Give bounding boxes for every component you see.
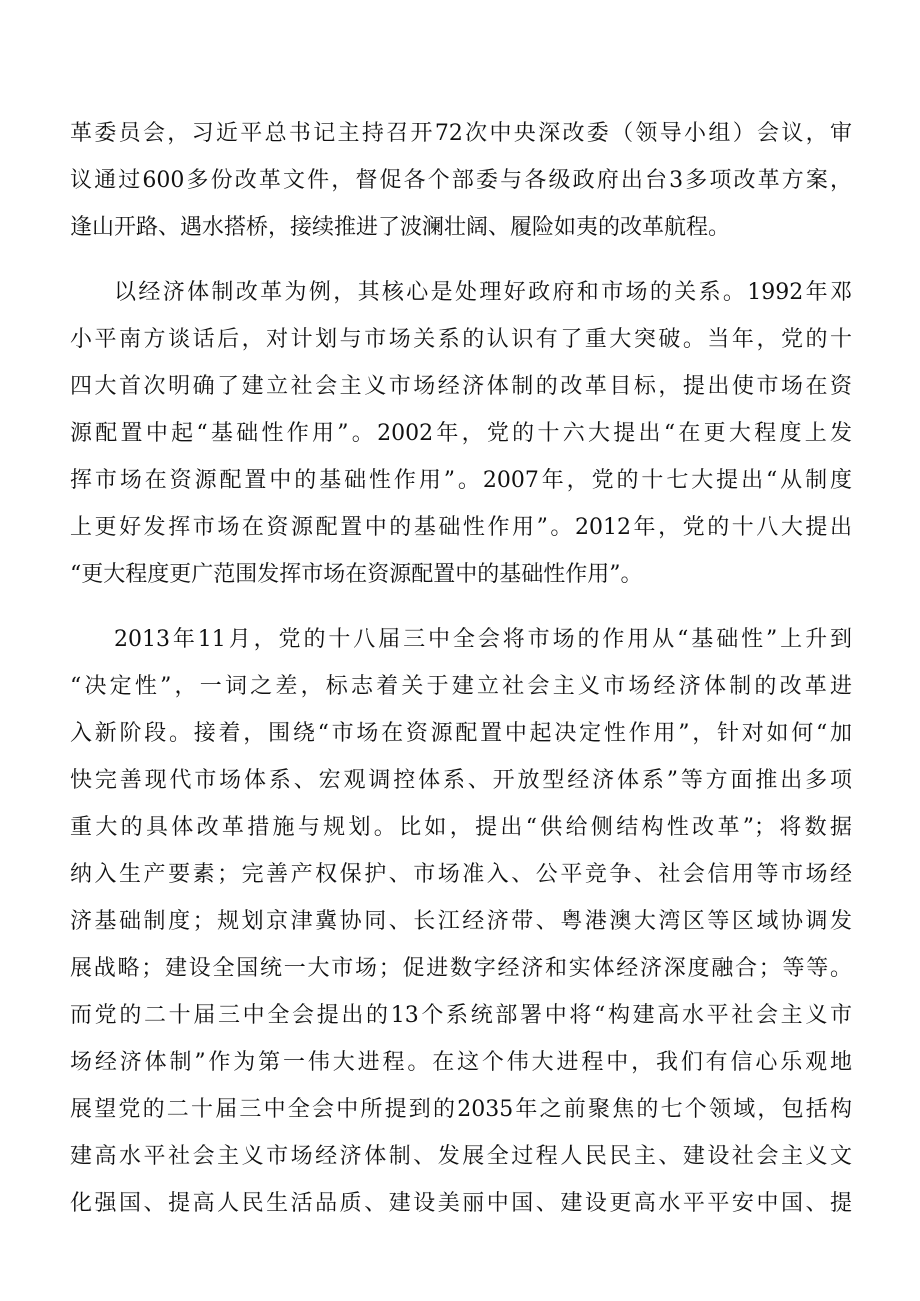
text-line: 议通过600多份改革文件，督促各个部委与各级政府出台3多项改革方案， xyxy=(70,168,852,193)
text-line: 化强国、提高人民生活品质、建设美丽中国、建设更高水平平安中国、提 xyxy=(70,1191,852,1216)
text-line: 重大的具体改革措施与规划。比如，提出“供给侧结构性改革”；将数据 xyxy=(70,815,852,840)
text-line: 源配置中起“基础性作用”。2002年，党的十六大提出“在更大程度上发 xyxy=(70,421,852,446)
text-line: 小平南方谈话后，对计划与市场关系的认识有了重大突破。当年，党的十 xyxy=(70,327,852,352)
paragraph-gap xyxy=(70,598,852,616)
paragraph-gap xyxy=(70,251,852,269)
text-line: “更大程度更广范围发挥市场在资源配置中的基础性作用”。 xyxy=(70,562,643,587)
text-line: 纳入生产要素；完善产权保护、市场准入、公平竞争、社会信用等市场经 xyxy=(70,862,852,887)
text-line: 四大首次明确了建立社会主义市场经济体制的改革目标，提出使市场在资 xyxy=(70,374,852,399)
text-line: 建高水平社会主义市场经济体制、发展全过程人民民主、建设社会主义文 xyxy=(70,1144,852,1169)
text-line: 展战略；建设全国统一大市场；促进数字经济和实体经济深度融合；等等。 xyxy=(70,956,852,981)
text-line: 展望党的二十届三中全会中所提到的2035年之前聚焦的七个领域，包括构 xyxy=(70,1097,852,1122)
text-line: 逢山开路、遇水搭桥，接续推进了波澜壮阔、履险如夷的改革航程。 xyxy=(70,215,731,240)
text-line: 挥市场在资源配置中的基础性作用”。2007年，党的十七大提出“从制度 xyxy=(70,468,852,493)
text-line: 快完善现代市场体系、宏观调控体系、开放型经济体系”等方面推出多项 xyxy=(70,768,852,793)
text-line: 革委员会，习近平总书记主持召开72次中央深改委（领导小组）会议，审 xyxy=(70,121,852,146)
document-page xyxy=(70,110,852,1227)
text-line: 上更好发挥市场在资源配置中的基础性作用”。2012年，党的十八大提出 xyxy=(70,515,852,540)
text-line: 场经济体制”作为第一伟大进程。在这个伟大进程中，我们有信心乐观地 xyxy=(70,1050,852,1075)
text-line: 2013年11月，党的十八届三中全会将市场的作用从“基础性”上升到 xyxy=(114,627,852,652)
paragraph-2 xyxy=(70,269,852,598)
text-line: 入新阶段。接着，围绕“市场在资源配置中起决定性作用”，针对如何“加 xyxy=(70,721,852,746)
paragraph-3 xyxy=(70,616,852,1227)
text-line: 以经济体制改革为例，其核心是处理好政府和市场的关系。1992年邓 xyxy=(114,280,852,305)
paragraph-1 xyxy=(70,110,852,251)
text-line: “决定性”，一词之差，标志着关于建立社会主义市场经济体制的改革进 xyxy=(70,674,852,699)
text-line: 济基础制度；规划京津冀协同、长江经济带、粤港澳大湾区等区域协调发 xyxy=(70,909,852,934)
text-line: 而党的二十届三中全会提出的13个系统部署中将“构建高水平社会主义市 xyxy=(70,1003,852,1028)
